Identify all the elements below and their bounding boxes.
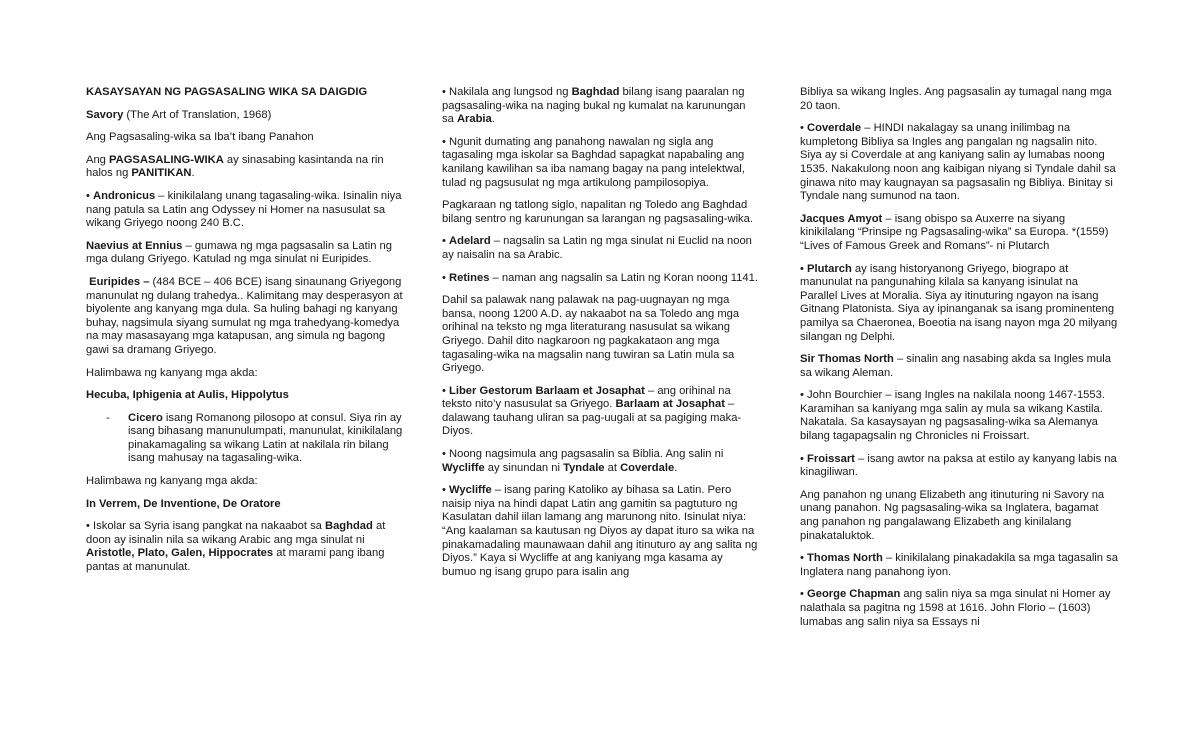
text: bilang isang paaralan ng pagsasaling-wika na naging bukal ng kumalat na karunungan sa bbox=[442, 86, 746, 126]
text: . bbox=[191, 167, 195, 180]
name-froissart: Froissart bbox=[807, 452, 855, 465]
halimbawa-1: Halimbawa ng kanyang mga akda: bbox=[86, 366, 258, 379]
paragraph-andronicus bbox=[86, 190, 404, 231]
text: . bbox=[674, 461, 678, 474]
text: – isang awtor na paksa at estilo ay kanyang labis na kinagiliwan. bbox=[800, 452, 1117, 479]
text: – isang obispo sa Auxerre na siyang kinikilalang “Prinsipe ng Pagsasaling-wika” sa Europa. *(1559) “Lives of Famous Greek and Romans”- ni Plutarch bbox=[800, 212, 1109, 252]
bullet: • bbox=[800, 552, 808, 565]
name-andronicus: Andronicus bbox=[93, 189, 156, 202]
bullet: • bbox=[800, 122, 808, 135]
paragraph-froissart bbox=[800, 453, 1118, 480]
text: – dalawang tauhang uliran sa pag-uugali at sa pagiging maka-Diyos. bbox=[442, 398, 742, 438]
savory-name: Savory bbox=[86, 108, 124, 121]
name-wycliffe: Wycliffe bbox=[442, 461, 485, 474]
text: – kinikilalang unang tagasaling-wika. Isinalin niya nang patula sa Latin ang Odyssey ni Homer na nasusulat sa wikang Griyego noong 240 B.C. bbox=[86, 189, 402, 230]
paragraph-plutarch bbox=[800, 263, 1118, 345]
text: . bbox=[491, 113, 495, 126]
subtitle: Ang Pagsasaling-wika sa Iba’t ibang Panahon bbox=[86, 131, 314, 144]
name-george-chapman: George Chapman bbox=[807, 588, 901, 601]
name-thomas-north: Thomas North bbox=[807, 552, 883, 565]
paragraph-pagsasaling-wika bbox=[86, 154, 404, 181]
term-pagsasaling-wika: PAGSASALING-WIKA bbox=[109, 153, 224, 166]
bullet: • bbox=[442, 271, 450, 284]
text: – HINDI nakalagay sa unang inilimbag na kumpletong Bibliya sa Ingles ang pangalan ng nagsalin nito. Siya ay si Coverdale at ang kaniyang salin ay lumabas noong 1535. Nakakulong noon ang kaibigan niyang si Tyndale dahil sa ginawa nito may kaugnayan sa pagsasalin ng Bibliya. Binitay si Tyndale nang sumunod na taon. bbox=[800, 122, 1116, 203]
paragraph-decline: • Ngunit dumating ang panahong nawalan ng sigla ang tagasaling mga iskolar sa Baghdad sapagkat napabaling ang kanilang kawilihan sa iba namang bagay na pang intelektwal, tulad ng pagsusulat ng mga artikulong pampilosopiya. bbox=[442, 135, 745, 189]
bullet: • bbox=[86, 189, 94, 202]
paragraph-euripides bbox=[86, 276, 404, 358]
paragraph-bourchier: • John Bourchier – isang Ingles na nakilala noong 1467-1553. Karamihan sa kaniyang mga salin ay mula sa wikang Kastila. Nakatala. Sa kasaysayan ng pagsasaling-wika sa Alemanya bilang tagapagsalin ng Chronicles ni Froissart. bbox=[800, 389, 1105, 443]
name-euripides: Euripides – bbox=[86, 275, 150, 288]
works-euripides: Hecuba, Iphigenia at Aulis, Hippolytus bbox=[86, 389, 289, 402]
paragraph-chapman bbox=[800, 588, 1118, 629]
paragraph-toledo: Pagkaraan ng tatlong siglo, napalitan ng Toledo ang Baghdad bilang sentro ng karunungan sa larangan ng pagsasaling-wika. bbox=[442, 199, 753, 225]
paragraph-elizabeth: Ang panahon ng unang Elizabeth ang itinuturing ni Savory na unang panahon. Ng pagsasaling-wika sa Inglatera, bagamat ang panahon ng pangalawang Elizabeth ang kinilalang pinakataluktok. bbox=[800, 488, 1105, 542]
paragraph-coverdale bbox=[800, 122, 1118, 204]
names-philosophers: Aristotle, Plato, Galen, Hippocrates bbox=[86, 547, 274, 560]
paragraph-wycliffe bbox=[442, 484, 760, 579]
paragraph-baghdad bbox=[442, 86, 760, 127]
page-title: KASAYSAYAN NG PAGSASALING WIKA SA DAIGDIG bbox=[86, 86, 368, 98]
name-sir-thomas-north: Sir Thomas North bbox=[800, 353, 894, 366]
works-cicero: In Verrem, De Inventione, De Oratore bbox=[86, 497, 281, 510]
term-baghdad: Baghdad bbox=[325, 520, 373, 533]
name-adelard: Adelard bbox=[449, 235, 491, 248]
name-coverdale: Coverdale bbox=[807, 122, 862, 135]
text: – ang orihinal na teksto nito’y nasusulat sa Griyego. bbox=[442, 384, 731, 411]
savory-line bbox=[86, 109, 404, 123]
text: – isang paring Katoliko ay bihasa sa Latin. Pero naisip niya na hindi dapat Latin ang gamitin sa pagtuturo ng Kasulatan dahil iilan lamang ang marunong nito. Isinulat niya: “Ang kaalaman sa kautusan ng Diyos ay dapat ituro sa wika na pinakamadaling maunawaan dahil ang itinuturo ay ang salita ng Diyos.” Kaya si Wycliffe at ang kaniyang mga kasama ay bumuo ng isang grupo para isalin ang bbox=[442, 484, 758, 578]
paragraph-spread: Dahil sa palawak nang palawak na pag-uugnayan ng mga bansa, noong 1200 A.D. ay nakaabot na sa Toledo ang mga orihinal na teksto ng mga literaturang nasusulat sa wikang Griyego. Dahil dito nagkaroon ng pagkakataon ang mga tagasaling-wika na magsalin nang tuwiran sa Latin mula sa Griyego. bbox=[442, 294, 740, 375]
name-barlaam: Barlaam at Josaphat bbox=[615, 398, 725, 411]
name-wycliffe: Wycliffe bbox=[449, 484, 492, 497]
text: – naman ang nagsalin sa Latin ng Koran noong 1141. bbox=[489, 271, 758, 284]
text: • Nakilala ang lungsod ng bbox=[442, 86, 572, 98]
text: ay sinasabing kasintanda na rin halos ng bbox=[86, 153, 384, 180]
list-item-cicero bbox=[86, 412, 404, 466]
paragraph-syria bbox=[86, 520, 404, 574]
paragraph-amyot bbox=[800, 213, 1118, 254]
paragraph-adelard bbox=[442, 235, 760, 262]
halimbawa-2: Halimbawa ng kanyang mga akda: bbox=[86, 475, 258, 488]
name-retines: Retines bbox=[449, 271, 490, 284]
column-1 bbox=[86, 86, 404, 584]
bullet: • bbox=[800, 262, 808, 275]
text: at bbox=[604, 461, 621, 474]
bullet: • bbox=[442, 235, 450, 248]
column-3 bbox=[800, 86, 1118, 638]
bullet: • bbox=[442, 484, 450, 497]
name-cicero: Cicero bbox=[128, 411, 163, 424]
name-naevius: Naevius at Ennius bbox=[86, 239, 183, 252]
text: isang Romanong pilosopo at consul. Siya rin ay isang bihasang manunulumpati, manunulat, kinikilalang pinakamagaling sa wikang Latin at nakilala rin bilang isang mahusay na tagasaling-wika. bbox=[128, 411, 403, 465]
column-2 bbox=[442, 86, 760, 588]
text: ay isang historyanong Griyego, biograpo at manunulat na pangunahing kilala sa kanyang isinulat na Parallel Lives at Moralia. Siya ay itinuturing ngayon na isang Gitnang Platonista. Siya ay ipinanganak sa isang prominenteng pamilya sa Chaeronea, Boeotia na isang nayon mga 20 milyang silangan ng Delphi. bbox=[800, 262, 1118, 343]
text: • Noong nagsimula ang pagsasalin sa Biblia. Ang salin ni bbox=[442, 448, 724, 461]
bullet: • bbox=[800, 588, 808, 601]
text: ang salin niya sa mga sinulat ni Homer ay nalathala sa pagitna ng 1598 at 1616. John Florio – (1603) lumabas ang salin niya sa Essays ni bbox=[800, 588, 1111, 628]
term-baghdad: Baghdad bbox=[571, 86, 620, 98]
text: – sinalin ang nasabing akda sa Ingles mula sa wikang Aleman. bbox=[800, 353, 1111, 379]
text: – nagsalin sa Latin ng mga sinulat ni Euclid na noon ay naisalin na sa Arabic. bbox=[442, 235, 752, 261]
text: at marami pang ibang pantas at manunulat. bbox=[86, 547, 385, 574]
paragraph-north bbox=[800, 353, 1118, 380]
text: – kinikilalang pinakadakila sa mga tagasalin sa Inglatera nang panahong iyon. bbox=[800, 552, 1118, 578]
cicero-text bbox=[128, 412, 404, 466]
dash-marker: - bbox=[106, 411, 110, 424]
term-panitikan: PANITIKAN bbox=[131, 167, 192, 180]
name-amyot: Jacques Amyot bbox=[800, 212, 883, 225]
text: – gumawa ng mga pagsasalin sa Latin ng mga dulang Griyego. Katulad ng mga sinulat ni Euripides. bbox=[86, 239, 392, 266]
text: at doon ay isinalin nila sa wikang Arabic ang mga sinulat ni bbox=[86, 520, 386, 546]
paragraph-continuation: Bibliya sa wikang Ingles. Ang pagsasalin ay tumagal nang mga 20 taon. bbox=[800, 86, 1112, 112]
paragraph-retines bbox=[442, 272, 760, 286]
paragraph-naevius bbox=[86, 240, 404, 267]
text: • Iskolar sa Syria isang pangkat na nakaabot sa bbox=[86, 520, 325, 533]
name-tyndale: Tyndale bbox=[563, 461, 605, 474]
bullet: • bbox=[800, 452, 808, 465]
text: (484 BCE – 406 BCE) isang sinaunang Griyegong manunulat ng dulang trahedya.. Kalimitang may desperasyon at biyolente ang kanyang mga dula. Sa huling bahagi ng kanyang buhay, nagsimula siyang sumulat ng mga trahedyang-komedya na may masasayang mga katapusan, ang simula ng bagong gawi sa dramang Griyego. bbox=[86, 275, 403, 356]
name-coverdale: Coverdale bbox=[620, 461, 675, 474]
bullet: • bbox=[442, 384, 450, 397]
paragraph-biblia bbox=[442, 448, 760, 475]
savory-rest: (The Art of Translation, 1968) bbox=[123, 108, 272, 121]
term-arabia: Arabia bbox=[456, 113, 492, 126]
text: Ang bbox=[86, 153, 110, 166]
text: ay sinundan ni bbox=[484, 461, 564, 474]
paragraph-thomas-north bbox=[800, 552, 1118, 579]
paragraph-liber bbox=[442, 385, 760, 439]
name-plutarch: Plutarch bbox=[807, 262, 852, 275]
name-liber: Liber Gestorum Barlaam et Josaphat bbox=[449, 384, 645, 397]
